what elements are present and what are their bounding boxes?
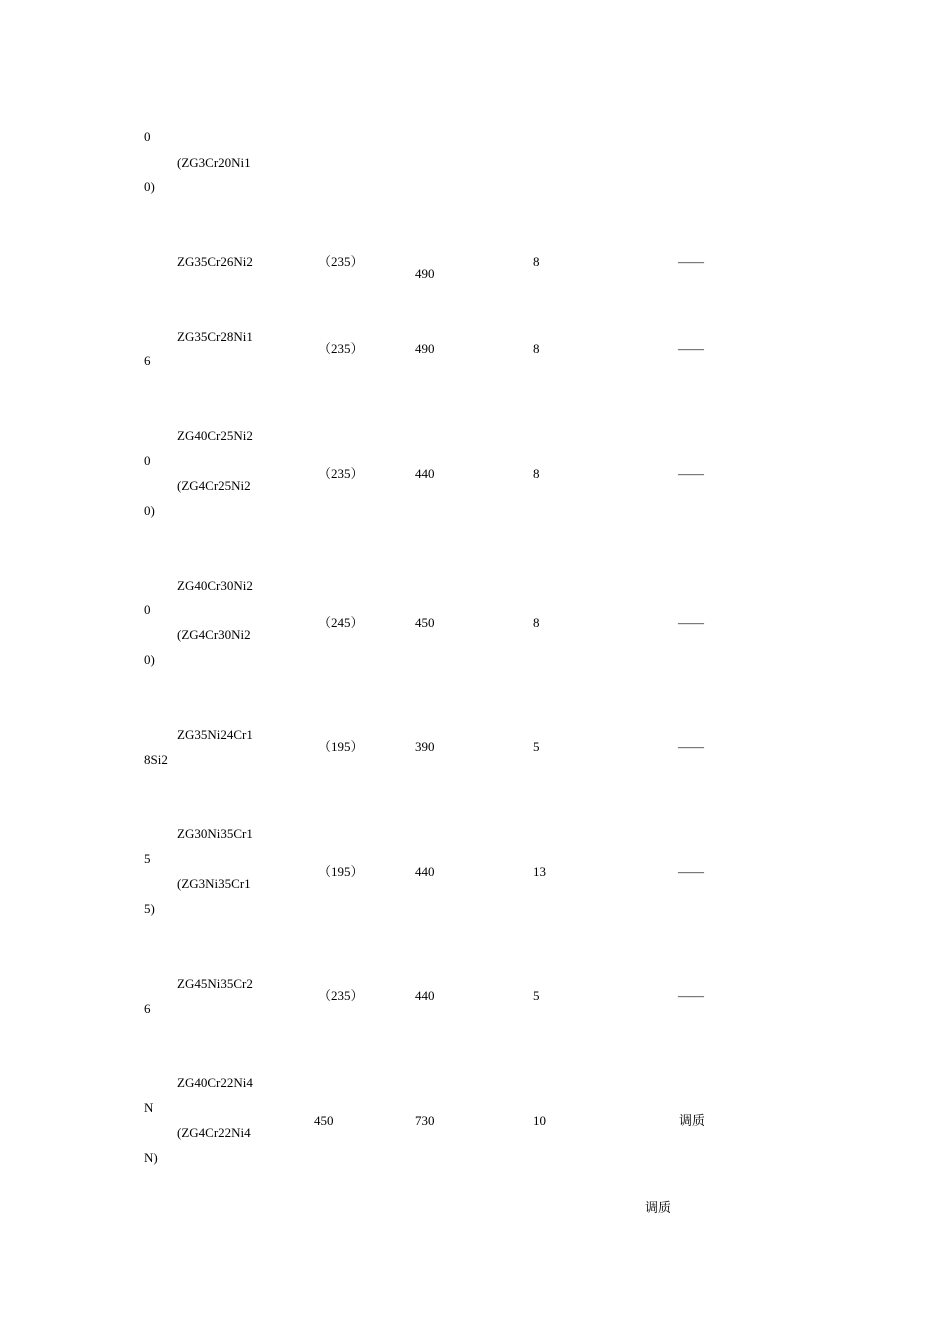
grade-line: (ZG4Cr30Ni2 [177,627,251,642]
remark: —— [678,739,704,754]
yield-strength: （195） [318,864,364,879]
grade-line: (ZG4Cr22Ni4 [177,1125,251,1140]
elongation: 8 [533,341,540,356]
grade-line: N) [144,1150,158,1165]
remark: —— [678,254,704,269]
grade-line: ZG40Cr30Ni2 [177,578,253,593]
remark: —— [678,341,704,356]
grade-line: ZG45Ni35Cr2 [177,976,253,991]
grade-line: ZG35Cr26Ni2 [177,254,253,269]
grade-line: (ZG4Cr25Ni2 [177,478,251,493]
elongation: 8 [533,254,540,269]
tensile-strength: 450 [415,615,435,630]
grade-line: ZG30Ni35Cr1 [177,826,253,841]
tensile-strength: 440 [415,988,435,1003]
yield-strength: （195） [318,739,364,754]
grade-line: 6 [144,1001,151,1016]
grade-line: ZG35Cr28Ni1 [177,329,253,344]
tensile-strength: 730 [415,1113,435,1128]
tensile-strength: 390 [415,739,435,754]
elongation: 10 [533,1113,546,1128]
yield-strength: （235） [318,466,364,481]
grade-line: 5) [144,901,155,916]
elongation: 8 [533,466,540,481]
grade-line: (ZG3Ni35Cr1 [177,876,251,891]
remark: —— [678,615,704,630]
elongation: 5 [533,988,540,1003]
grade-line: 8Si2 [144,752,168,767]
footer-note: 调质 [645,1200,672,1215]
grade-line: ZG35Ni24Cr1 [177,727,253,742]
grade-line: 0 [144,602,151,617]
yield-strength: （235） [318,988,364,1003]
tensile-strength: 490 [415,341,435,356]
grade-line: 6 [144,353,151,368]
yield-strength: 450 [314,1113,334,1128]
grade-line: 5 [144,851,151,866]
grade-line: (ZG3Cr20Ni1 [177,155,251,170]
yield-strength: （235） [318,254,364,269]
remark: 调质 [679,1113,706,1128]
grade-line: 0 [144,453,151,468]
elongation: 8 [533,615,540,630]
grade-line: ZG40Cr22Ni4 [177,1075,253,1090]
yield-strength: （235） [318,341,364,356]
remark: —— [678,466,704,481]
tensile-strength: 440 [415,864,435,879]
remark: —— [678,864,704,879]
grade-line: 0) [144,179,155,194]
elongation: 13 [533,864,546,879]
tensile-strength: 440 [415,466,435,481]
grade-line: 0) [144,652,155,667]
yield-strength: （245） [318,615,364,630]
grade-line: 0) [144,503,155,518]
elongation: 5 [533,739,540,754]
remark: —— [678,988,704,1003]
grade-line: N [144,1100,154,1115]
grade-line: ZG40Cr25Ni2 [177,428,253,443]
tensile-strength: 490 [415,266,435,281]
grade-line: 0 [144,129,151,144]
